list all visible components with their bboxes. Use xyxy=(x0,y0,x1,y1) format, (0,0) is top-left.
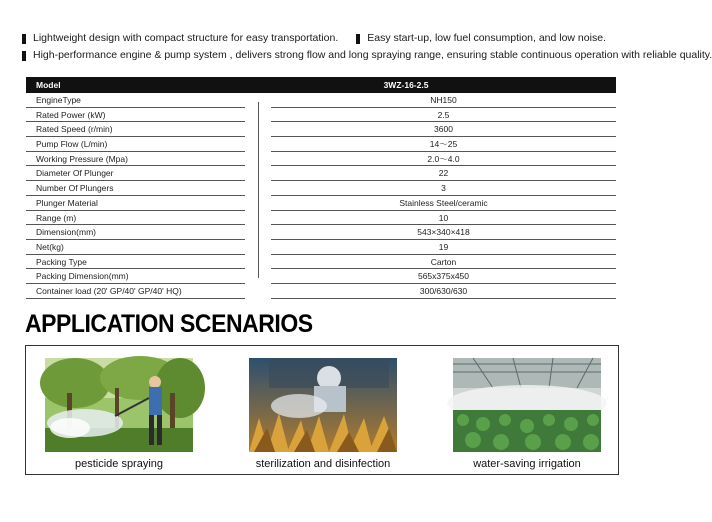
bullet-icon xyxy=(22,51,26,61)
spec-row xyxy=(26,269,616,284)
feature-text: Easy start-up, low fuel consumption, and low noise. xyxy=(367,32,606,44)
spec-value: NH150 xyxy=(271,93,616,108)
table-divider xyxy=(258,102,259,278)
spec-value: Carton xyxy=(271,255,616,270)
application-caption: pesticide spraying xyxy=(74,458,164,470)
feature-item xyxy=(22,47,712,64)
application-caption: water-saving irrigation xyxy=(473,458,581,470)
features-list xyxy=(22,30,712,64)
pesticide-spraying-image xyxy=(45,358,193,452)
features-row-2 xyxy=(22,47,712,64)
spec-value: 22 xyxy=(271,166,616,181)
spec-label: Net(kg) xyxy=(26,240,245,255)
application-caption: sterilization and disinfection xyxy=(255,458,391,470)
spec-row xyxy=(26,196,616,211)
sterilization-image xyxy=(249,358,397,452)
header-label: Model xyxy=(36,80,61,90)
spec-label: Range (m) xyxy=(26,211,245,226)
spec-value: 14～25 xyxy=(271,137,616,152)
spec-row xyxy=(26,122,616,137)
feature-item xyxy=(356,30,606,47)
spec-table xyxy=(26,77,616,299)
features-row-1 xyxy=(22,30,632,47)
spec-row xyxy=(26,166,616,181)
application-card xyxy=(453,358,601,470)
spec-table-header xyxy=(26,77,616,93)
spec-label: Packing Type xyxy=(26,255,245,270)
spec-value: Stainless Steel/ceramic xyxy=(271,196,616,211)
spec-value: 565x375x450 xyxy=(271,269,616,284)
spec-label: Pump Flow (L/min) xyxy=(26,137,245,152)
spec-row xyxy=(26,225,616,240)
spec-table-body xyxy=(26,93,616,299)
feature-item xyxy=(22,30,338,47)
application-card xyxy=(45,358,193,470)
spec-value: 543×340×418 xyxy=(271,225,616,240)
feature-text: High-performance engine & pump system , delivers strong flow and long spraying range, ensuring stable continuous operation with reliable quality. xyxy=(33,49,712,61)
spec-row xyxy=(26,108,616,123)
spec-row xyxy=(26,152,616,167)
spec-label: Container load (20' GP/40' GP/40' HQ) xyxy=(26,284,245,299)
spec-value: 19 xyxy=(271,240,616,255)
spec-label: Rated Power (kW) xyxy=(26,108,245,123)
spec-label: Diameter Of Plunger xyxy=(26,166,245,181)
spec-label: Working Pressure (Mpa) xyxy=(26,152,245,167)
spec-value: 10 xyxy=(271,211,616,226)
spec-row xyxy=(26,211,616,226)
section-title: APPLICATION SCENARIOS xyxy=(25,310,313,338)
spec-value: 3600 xyxy=(271,122,616,137)
irrigation-image xyxy=(453,358,601,452)
bullet-icon xyxy=(356,34,360,44)
spec-row xyxy=(26,137,616,152)
spec-value: 2.5 xyxy=(271,108,616,123)
spec-label: Packing Dimension(mm) xyxy=(26,269,245,284)
header-value: 3WZ-16-2.5 xyxy=(383,80,429,90)
spec-label: Rated Speed (r/min) xyxy=(26,122,245,137)
spec-row xyxy=(26,284,616,299)
bullet-icon xyxy=(22,34,26,44)
spec-label: Dimension(mm) xyxy=(26,225,245,240)
spec-row xyxy=(26,93,616,108)
application-card xyxy=(249,358,397,470)
spec-label: EngineType xyxy=(26,93,245,108)
spec-row xyxy=(26,181,616,196)
spec-value: 300/630/630 xyxy=(271,284,616,299)
spec-value: 3 xyxy=(271,181,616,196)
spec-row xyxy=(26,240,616,255)
spec-label: Plunger Material xyxy=(26,196,245,211)
spec-value: 2.0～4.0 xyxy=(271,152,616,167)
application-panel xyxy=(25,345,619,475)
feature-text: Lightweight design with compact structure for easy transportation. xyxy=(33,32,339,44)
spec-label: Number Of Plungers xyxy=(26,181,245,196)
spec-row xyxy=(26,255,616,270)
